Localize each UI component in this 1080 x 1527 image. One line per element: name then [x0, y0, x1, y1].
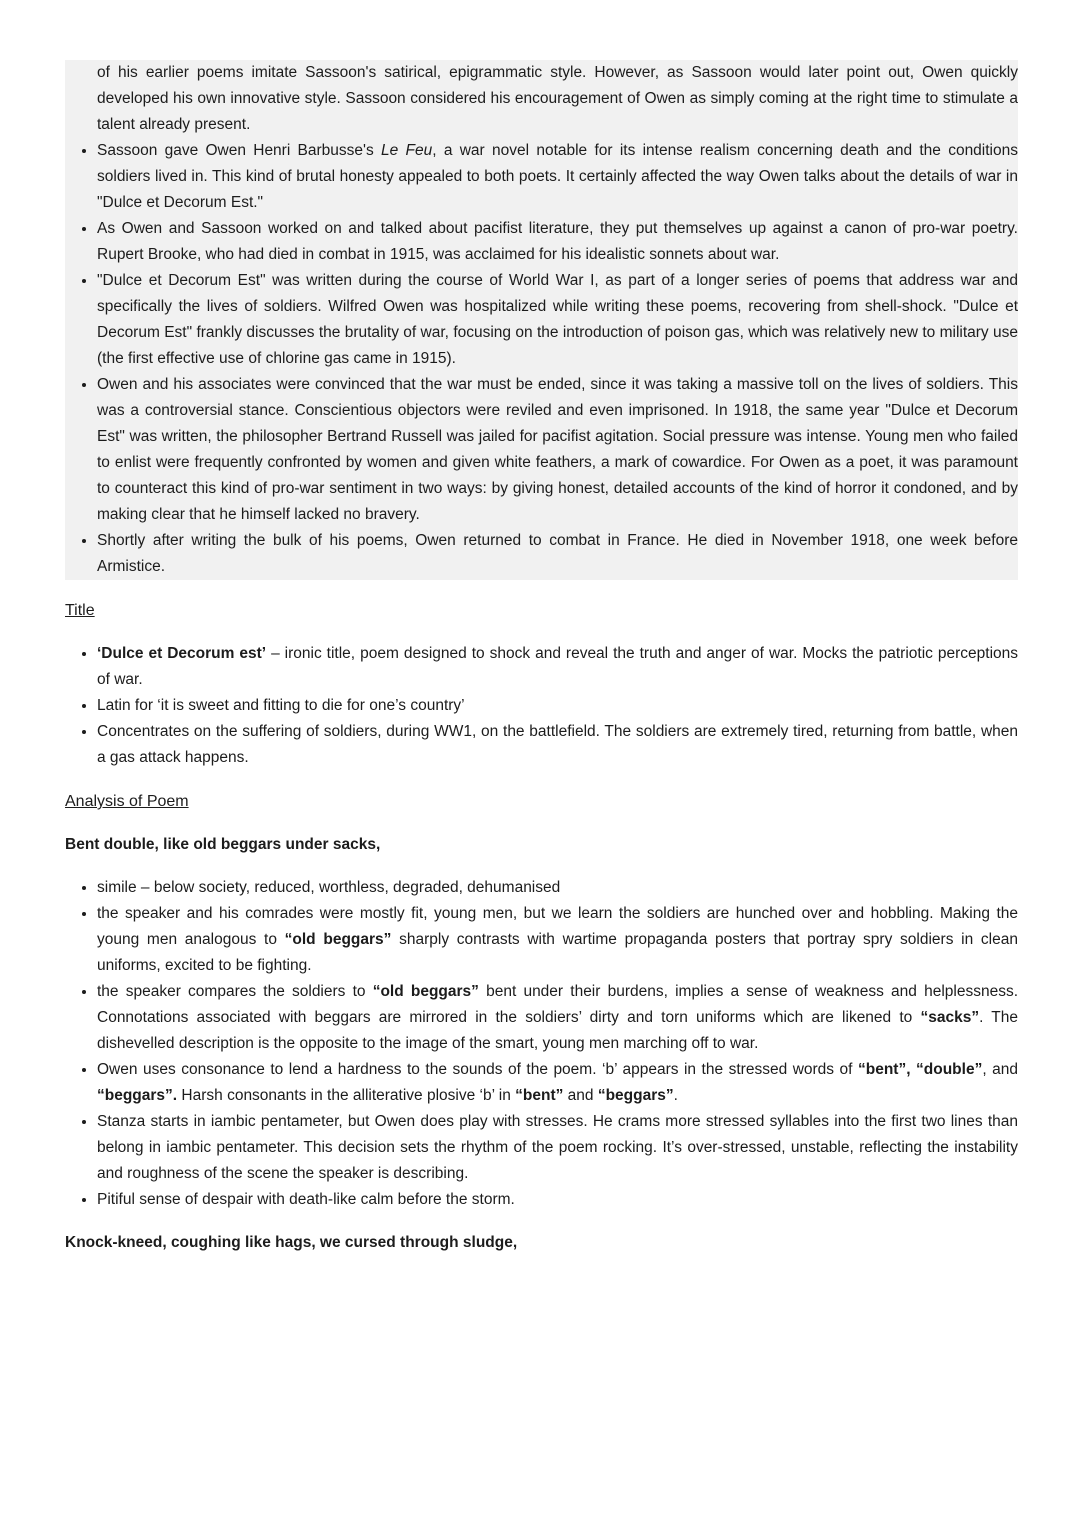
list-item: • the speaker compares the soldiers to “old beggars” bent under their burdens, implies a sense of weakness and helplessness. Connotations associated with beggars are mirrored in the soldiers’ dirty and torn uniforms which are likened to “sacks”. The dishevelled description is the opposite to the image of the smart, young men marching off to war.: [97, 979, 1018, 1057]
title-bullet-list: [65, 641, 1018, 771]
paragraph-continuation: of his earlier poems imitate Sassoon's satirical, epigrammatic style. However, as Sassoon would later point out, Owen quickly developed his own innovative style. Sassoon considered his encouragement of Owen as simply coming at the right time to stimulate a talent already present.: [97, 64, 1018, 133]
list-item: • simile – below society, reduced, worthless, degraded, dehumanised: [97, 875, 1018, 901]
section-heading-analysis: Analysis of Poem: [65, 793, 189, 810]
list-item: • Latin for ‘it is sweet and fitting to die for one’s country’: [97, 693, 1018, 719]
highlighted-background-section: [65, 60, 1018, 580]
section-heading-title: Title: [65, 602, 95, 619]
background-bullet-list: [65, 138, 1018, 580]
list-item: • the speaker and his comrades were mostly fit, young men, but we learn the soldiers are hunched over and hobbling. Making the young men analogous to “old beggars” sharply contrasts with wartime propaganda posters that portray spry soldiers in clean uniforms, excited to be fighting.: [97, 901, 1018, 979]
poem-quote-line-2: Knock-kneed, coughing like hags, we cursed through sludge,: [65, 1234, 518, 1251]
analysis-bullet-list: [65, 875, 1018, 1213]
list-item: • ‘Dulce et Decorum est’ – ironic title, poem designed to shock and reveal the truth and anger of war. Mocks the patriotic perceptions of war.: [97, 641, 1018, 693]
list-item: • Shortly after writing the bulk of his poems, Owen returned to combat in France. He died in November 1918, one week before Armistice.: [97, 528, 1018, 580]
list-item: • Concentrates on the suffering of soldiers, during WW1, on the battlefield. The soldiers are extremely tired, returning from battle, when a gas attack happens.: [97, 719, 1018, 771]
list-item: • As Owen and Sassoon worked on and talked about pacifist literature, they put themselves up against a canon of pro-war poetry. Rupert Brooke, who had died in combat in 1915, was acclaimed for his idealistic sonnets about war.: [97, 216, 1018, 268]
list-item: • Owen and his associates were convinced that the war must be ended, since it was taking a massive toll on the lives of soldiers. This was a controversial stance. Conscientious objectors were reviled and even imprisoned. In 1918, the same year "Dulce et Decorum Est" was written, the philosopher Bertrand Russell was jailed for pacifist agitation. Social pressure was intense. Young men who failed to enlist were frequently confronted by women and given white feathers, a mark of cowardice. For Owen as a poet, it was paramount to counteract this kind of pro-war sentiment in two ways: by giving honest, detailed accounts of the kind of horror it condoned, and by making clear that he himself lacked no bravery.: [97, 372, 1018, 528]
list-item: • Pitiful sense of despair with death-like calm before the storm.: [97, 1187, 1018, 1213]
poem-quote-line-1: Bent double, like old beggars under sacks,: [65, 836, 381, 853]
list-item: • Sassoon gave Owen Henri Barbusse's Le Feu, a war novel notable for its intense realism concerning death and the conditions soldiers lived in. This kind of brutal honesty appealed to both poets. It certainly affected the way Owen talks about the details of war in "Dulce et Decorum Est.": [97, 138, 1018, 216]
list-item: • Stanza starts in iambic pentameter, but Owen does play with stresses. He crams more stressed syllables into the first two lines than belong in iambic pentameter. This decision sets the rhythm of the poem rocking. It’s over-stressed, unstable, reflecting the instability and roughness of the scene the speaker is describing.: [97, 1109, 1018, 1187]
list-item: • Owen uses consonance to lend a hardness to the sounds of the poem. ‘b’ appears in the stressed words of “bent”, “double”, and “beggars”. Harsh consonants in the alliterative plosive ‘b’ in “bent” and “beggars”.: [97, 1057, 1018, 1109]
list-item: • "Dulce et Decorum Est" was written during the course of World War I, as part of a longer series of poems that address war and specifically the lives of soldiers. Wilfred Owen was hospitalized while writing these poems, recovering from shell-shock. "Dulce et Decorum Est" frankly discusses the brutality of war, focusing on the introduction of poison gas, which was relatively new to military use (the first effective use of chlorine gas came in 1915).: [97, 268, 1018, 372]
